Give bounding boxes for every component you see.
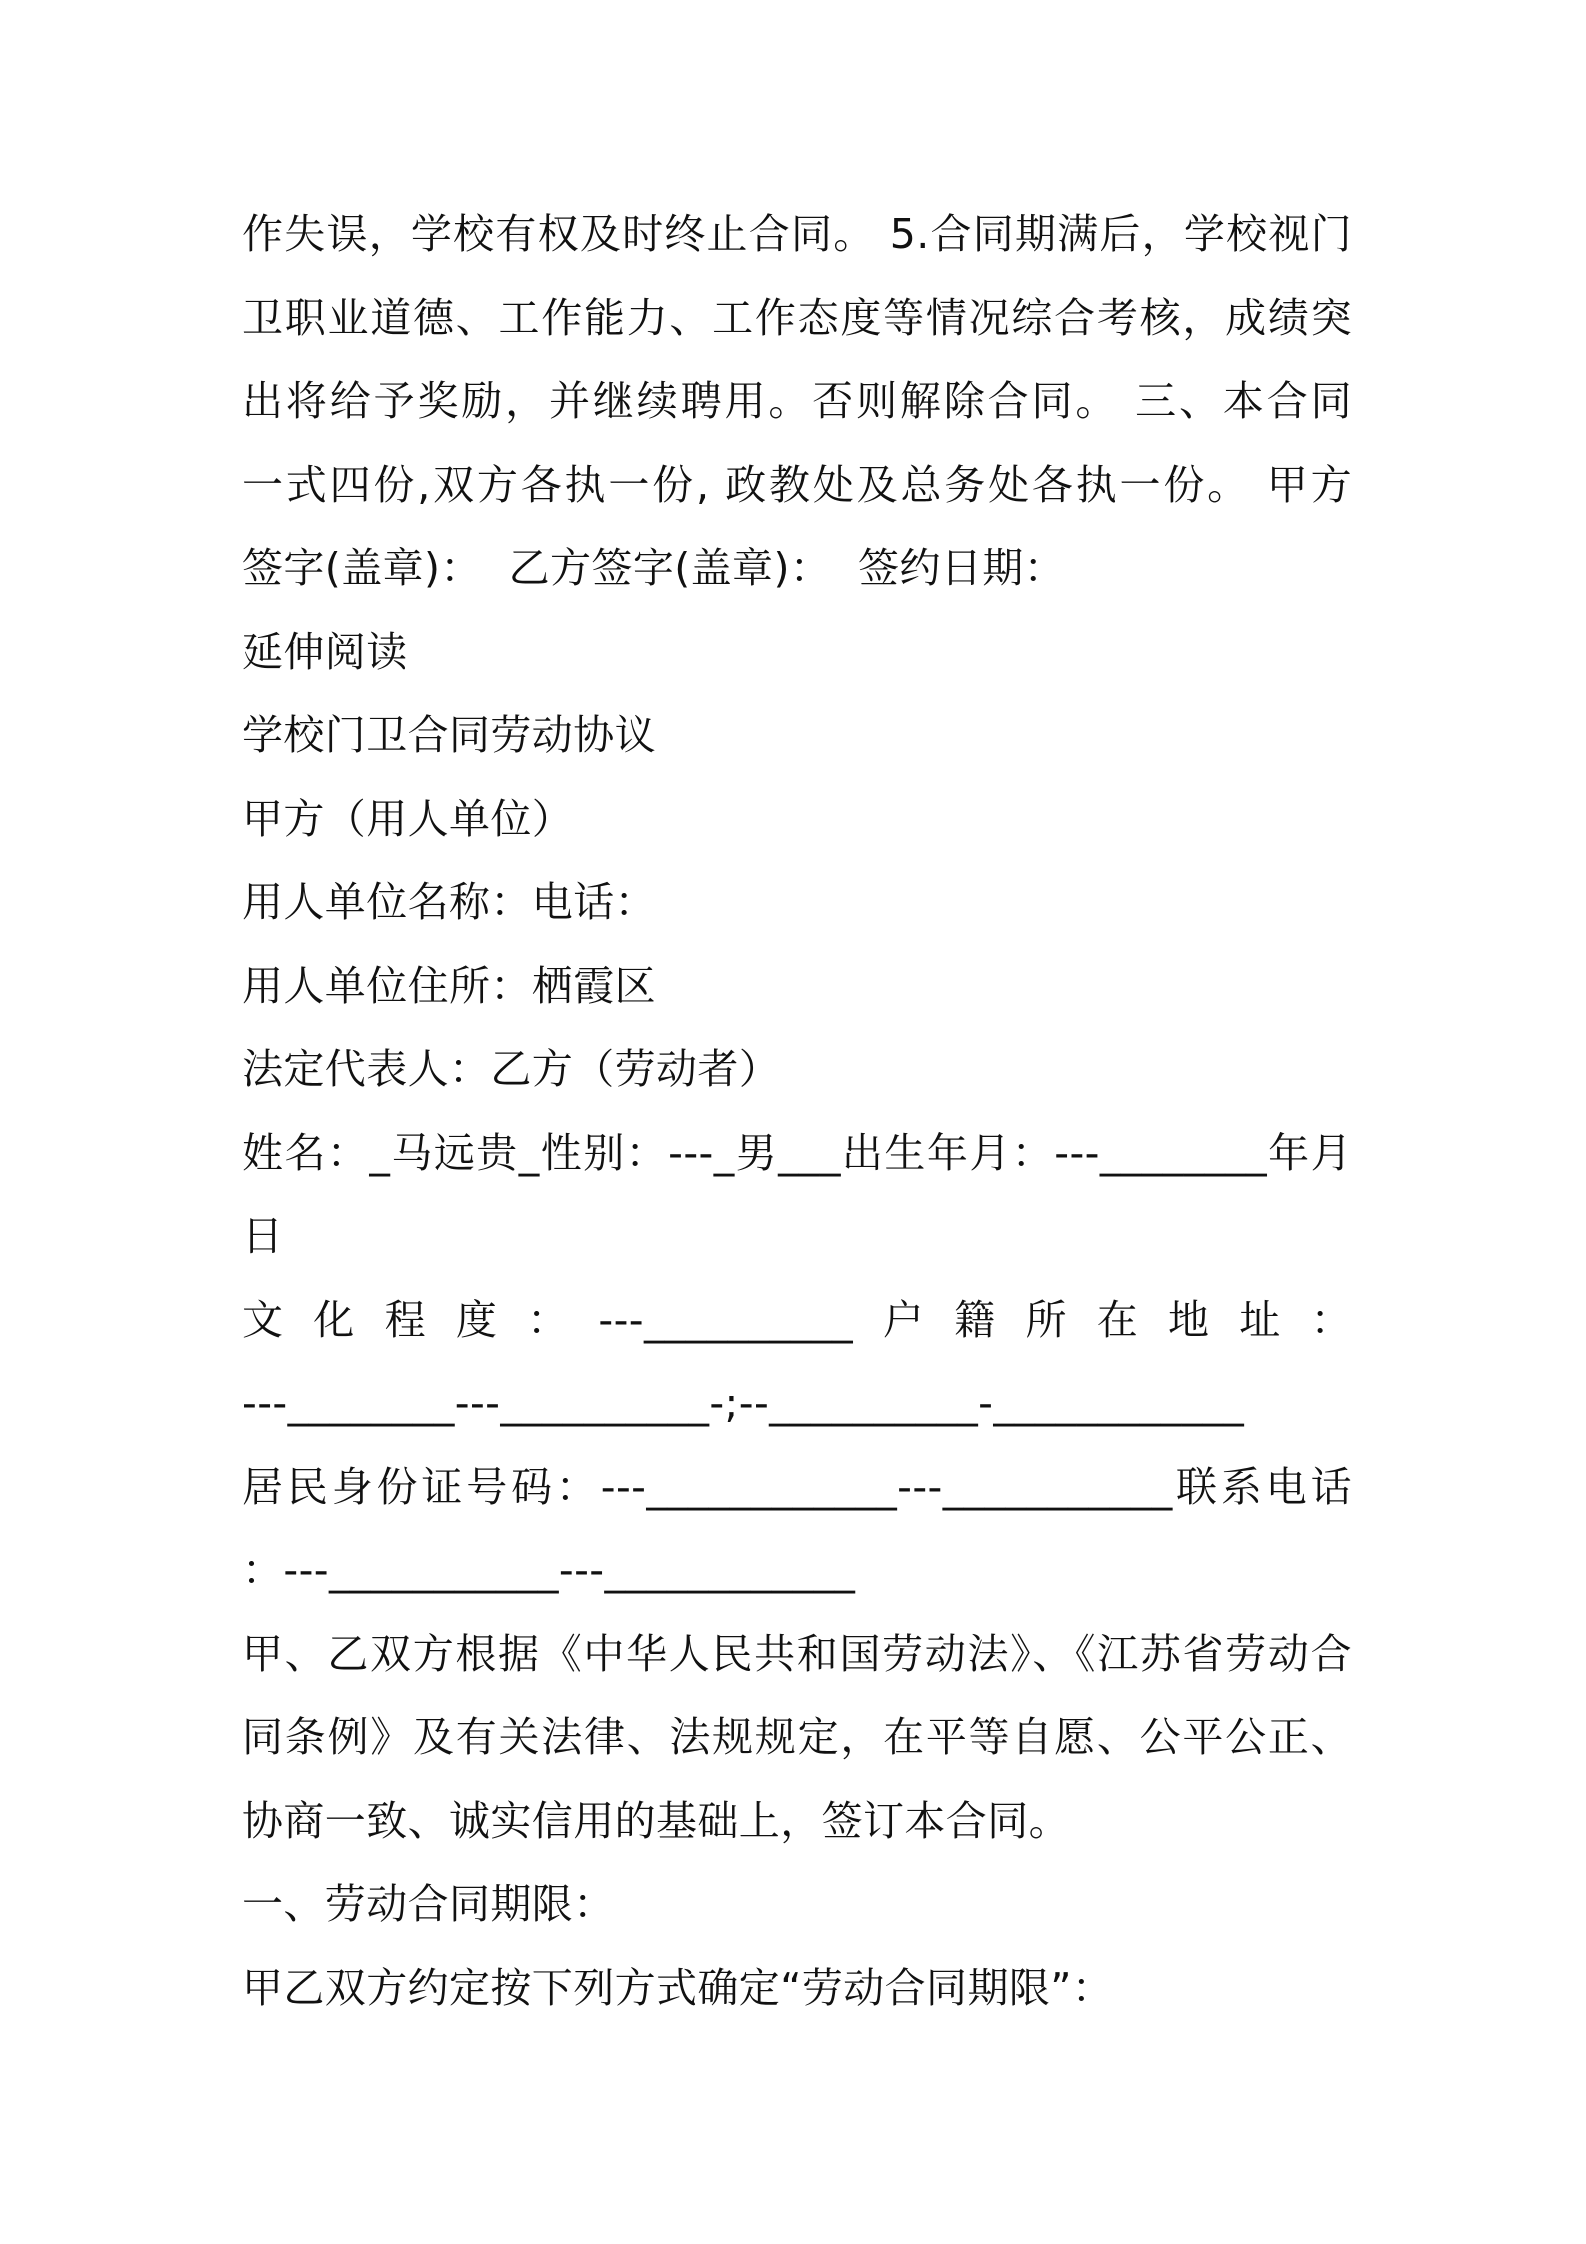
id-number-field: 居民身份证号码：---____________---___________联系电话 [242,1462,1352,1511]
employee-info-field-cont: 日 [242,1212,284,1260]
education-field: 文化程度：---__________户籍所在地址： [242,1295,1352,1344]
signature-line: 签字(盖章)： 乙方签字(盖章)： 签约日期： [242,544,1066,592]
paragraph-line: 一式四份,双方各执一份, 政教处及总务处各执一份。 甲方 [242,460,1352,509]
paragraph-line: 作失误，学校有权及时终止合同。 5.合同期满后，学校视门 [242,210,1352,258]
paragraph-line: 协商一致、诚实信用的基础上，签订本合同。 [242,1796,1070,1845]
legal-representative-field: 法定代表人：乙方（劳动者） [242,1045,781,1093]
household-address-blank: ---________---__________-;--__________-____________ [242,1379,1245,1427]
employee-info-field: 姓名：_马远贵_性别：---_男___出生年月：---________年月 [242,1128,1352,1177]
section-heading: 延伸阅读 [242,627,408,676]
paragraph-line: 甲乙双方约定按下列方式确定“劳动合同期限”： [242,1963,1114,2012]
employer-address-field: 用人单位住所：栖霞区 [242,961,656,1010]
phone-field: ：---___________---____________ [242,1546,856,1594]
paragraph-line: 甲、乙双方根据《中华人民共和国劳动法》、《江苏省劳动合 [242,1629,1352,1678]
party-a-heading: 甲方（用人单位） [242,794,574,843]
paragraph-line: 卫职业道德、工作能力、工作态度等情况综合考核，成绩突 [242,293,1352,342]
document-title: 学校门卫合同劳动协议 [242,711,656,759]
document-body [242,193,1352,2030]
section-heading: 一、劳动合同期限： [242,1880,615,1928]
paragraph-line: 出将给予奖励，并继续聘用。否则解除合同。 三、本合同 [242,377,1352,425]
employer-name-field: 用人单位名称：电话： [242,878,656,926]
paragraph-line: 同条例》及有关法律、法规规定，在平等自愿、公平公正、 [242,1713,1352,1761]
